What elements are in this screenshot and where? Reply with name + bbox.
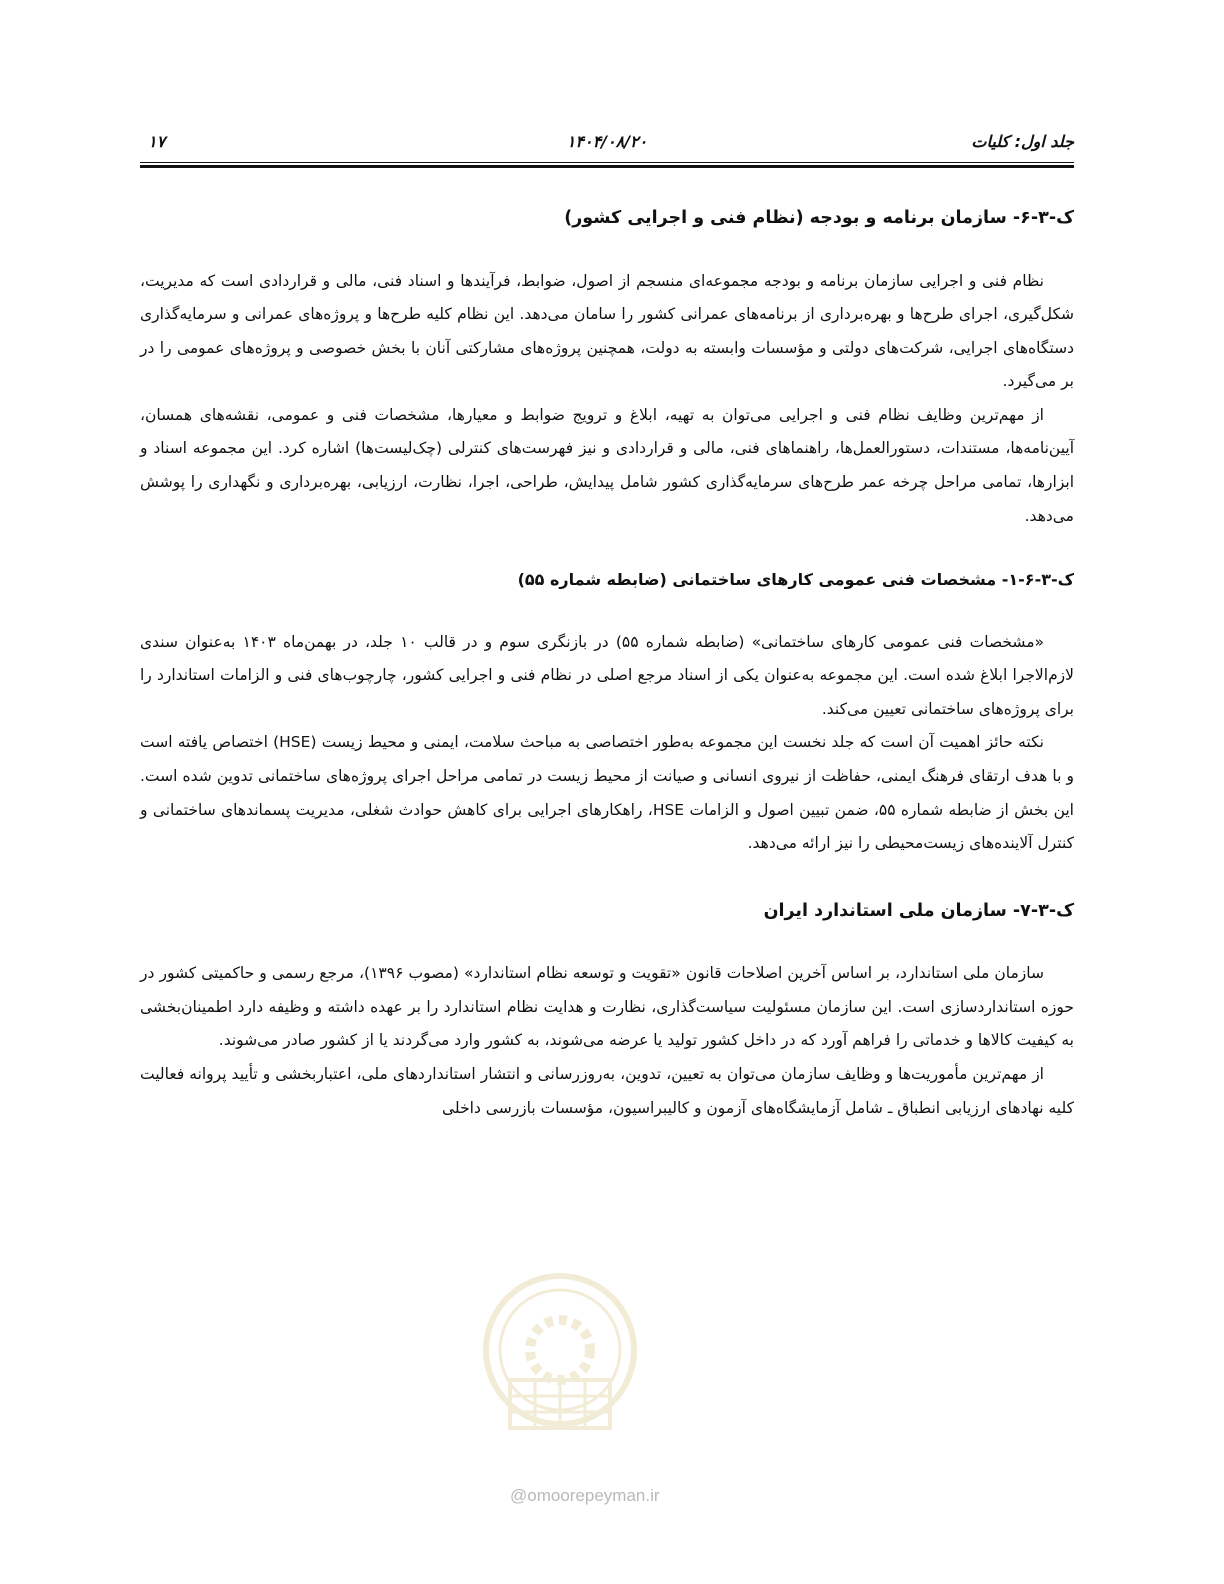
header-rule-thick xyxy=(140,165,1074,168)
header-rule-thin xyxy=(140,162,1074,163)
header-page-number: ۱۷ xyxy=(148,132,166,151)
header-volume-title: جلد اول: کلیات xyxy=(971,132,1074,151)
watermark-site-label: @omoorepeyman.ir xyxy=(510,1486,660,1505)
section-heading: ک-۳-۷- سازمان ملی استاندارد ایران xyxy=(763,900,1074,921)
paragraph: سازمان ملی استاندارد، بر اساس آخرین اصلاحات قانون «تقویت و توسعه نظام استاندارد» (مصوب ۱۳۹۶)، مرجع رسمی و حاکمیتی کشور در حوزه استانداردسازی است. این سازمان مسئولیت سیاست‌گذاری، نظارت و هدایت نظام استاندارد را بر عهده داشته و وظیفه دارد اطمینان‌بخشی به کیفیت کالاها و خدماتی را فراهم آورد که در داخل کشور تولید یا عرضه می‌شوند، به کشور وارد می‌گردند یا از کشور صادر می‌شوند. xyxy=(140,964,1074,1050)
paragraph: از مهم‌ترین وظایف نظام فنی و اجرایی می‌توان به تهیه، ابلاغ و ترویج ضوابط و معیارها، مشخصات فنی و عمومی، نقشه‌های همسان، آیین‌نامه‌ها، مستندات، دستورالعمل‌ها، راهنماهای فنی، مالی و قراردادی و نیز فهرست‌های کنترلی (چک‌لیست‌ها) اشاره کرد. این مجموعه اسناد و ابزارها، تمامی مراحل چرخه عمر طرح‌های سرمایه‌گذاری کشور شامل پیدایش، طراحی، اجرا، نظارت، ارزیابی، بهره‌برداری و نگهداری را پوشش می‌دهد. xyxy=(140,405,1074,525)
paragraph: «مشخصات فنی عمومی کارهای ساختمانی» (ضابطه شماره ۵۵) در بازنگری سوم و در قالب ۱۰ جلد، در بهمن‌ماه ۱۴۰۳ به‌عنوان سندی لازم‌الاجرا ابلاغ شده است. این مجموعه به‌عنوان یکی از اسناد مرجع اصلی در نظام فنی و اجرایی کشور، چارچوب‌های فنی و الزامات استاندارد را برای پروژه‌های ساختمانی تعیین می‌کند. xyxy=(140,632,1074,718)
document-page xyxy=(140,126,1074,1556)
header-date: ۱۴۰۴/۰۸/۲۰ xyxy=(566,132,648,151)
page-header xyxy=(140,126,1074,154)
section-heading: ک-۳-۶- سازمان برنامه و بودجه (نظام فنی و اجرایی کشور) xyxy=(564,208,1074,228)
paragraph: از مهم‌ترین مأموریت‌ها و وظایف سازمان می‌توان به تعیین، تدوین، به‌روزرسانی و انتشار استانداردهای ملی، اعتباربخشی و تأیید پروانه فعالیت کلیه نهادهای ارزیابی انطباق ـ شامل آزمایشگاه‌های آزمون و کالیبراسیون، مؤسسات بازرسی داخلی xyxy=(140,1065,1074,1117)
subsection-heading: ک-۳-۶-۱- مشخصات فنی عمومی کارهای ساختمانی (ضابطه شماره ۵۵) xyxy=(517,570,1074,590)
paragraph: نظام فنی و اجرایی سازمان برنامه و بودجه مجموعه‌ای منسجم از اصول، ضوابط، فرآیندها و اسناد فنی، مالی و قراردادی است که مدیریت، شکل‌گیری، اجرای طرح‌ها و بهره‌برداری از برنامه‌های عمرانی کشور را سامان می‌دهد. این نظام کلیه طرح‌ها و پروژه‌های عمرانی و سرمایه‌گذاری دستگاه‌های اجرایی، شرکت‌های دولتی و مؤسسات وابسته به دولت، همچنین پروژه‌های مشارکتی آنان با بخش خصوصی و پروژه‌های عمومی را در بر می‌گیرد. xyxy=(140,271,1074,391)
paragraph: نکته حائز اهمیت آن است که جلد نخست این مجموعه به‌طور اختصاصی به مباحث سلامت، ایمنی و محیط زیست (HSE) اختصاص یافته است و با هدف ارتقای فرهنگ ایمنی، حفاظت از نیروی انسانی و صیانت از محیط زیست در تمامی مراحل اجرای پروژه‌های ساختمانی تدوین شده است. این بخش از ضابطه شماره ۵۵، ضمن تبیین اصول و الزامات HSE، راهکارهای اجرایی برای کاهش حوادث شغلی، مدیریت پسماندهای ساختمانی و کنترل آلاینده‌های زیست‌محیطی را نیز ارائه می‌دهد. xyxy=(140,733,1074,853)
